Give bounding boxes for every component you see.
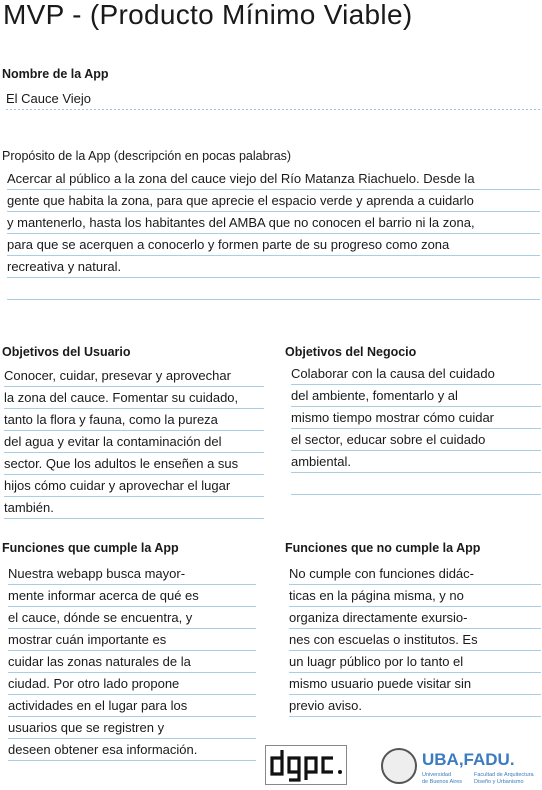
user-objectives-line: hijos cómo cuidar y aprovechar el lugar	[4, 478, 231, 493]
purpose-line: para que se acerquen a conocerlo y formen parte de su progreso como zona	[7, 237, 450, 252]
dgpc-logo-graphic	[266, 746, 346, 784]
functions-yes-line: mostrar cuán importante es	[8, 632, 167, 647]
functions-yes-line: deseen obtener esa información.	[8, 742, 198, 757]
purpose-line: gente que habita la zona, para que aprecie el espacio verde y aprenda a cuidarlo	[7, 193, 474, 208]
functions-yes-line: actividades en el lugar para los	[8, 698, 188, 713]
functions-yes-line: mente informar acerca de qué es	[8, 588, 199, 603]
user-objectives-line: también.	[4, 500, 54, 515]
fadu-subtitle: Facultad de Arquitectura Diseño y Urbanismo	[474, 772, 534, 785]
functions-yes-line: Nuestra webapp busca mayor-	[8, 566, 186, 581]
app-name-label: Nombre de la App	[2, 67, 109, 81]
functions-no-line: No cumple con funciones didác-	[289, 566, 474, 581]
functions-no-text	[289, 563, 541, 717]
functions-yes-text	[8, 563, 256, 761]
functions-no-line: organiza directamente exursio-	[289, 610, 468, 625]
functions-no-line: previo aviso.	[289, 698, 362, 713]
purpose-line: y mantenerlo, hasta los habitantes del AMBA que no conocen el barrio ni la zona,	[7, 215, 475, 230]
business-objectives-line: el sector, educar sobre el cuidado	[291, 432, 486, 447]
business-objectives-line: del ambiente, fomentarlo y al	[291, 388, 458, 403]
purpose-line: recreativa y natural.	[7, 259, 122, 274]
business-objectives-line: mismo tiempo mostrar cómo cuidar	[291, 410, 494, 425]
user-objectives-line: del agua y evitar la contaminación del	[4, 434, 222, 449]
functions-yes-label: Funciones que cumple la App	[2, 541, 179, 555]
user-objectives-line: Conocer, cuidar, presevar y aprovechar	[4, 368, 231, 383]
functions-yes-line: usuarios que se registren y	[8, 720, 165, 735]
uba-fadu-wordmark: UBA,FADU.	[422, 750, 515, 769]
app-name-value: El Cauce Viejo	[6, 88, 540, 110]
purpose-text	[7, 168, 540, 300]
business-objectives-label: Objetivos del Negocio	[285, 345, 417, 359]
purpose-label: Propósito de la App (descripción en pocas palabras)	[2, 149, 292, 163]
page-title: MVP - (Producto Mínimo Viable)	[3, 0, 413, 30]
business-objectives-text	[291, 363, 541, 495]
business-objectives-line: ambiental.	[291, 454, 351, 469]
purpose-line: Acercar al público a la zona del cauce viejo del Río Matanza Riachuelo. Desde la	[7, 171, 475, 186]
business-objectives-line: Colaborar con la causa del cuidado	[291, 366, 495, 381]
uba-seal-icon	[381, 748, 417, 784]
user-objectives-line: la zona del cauce. Fomentar su cuidado,	[4, 390, 239, 405]
dgpc-logo	[265, 745, 347, 785]
uba-subtitle: Universidad de Buenos Aires	[422, 772, 463, 785]
functions-no-line: mismo usuario puede visitar sin	[289, 676, 472, 691]
user-objectives-text	[4, 365, 264, 519]
functions-no-line: ticas en la página misma, y no	[289, 588, 464, 603]
uba-fadu-logo	[381, 748, 541, 788]
user-objectives-label: Objetivos del Usuario	[2, 345, 131, 359]
functions-no-line: nes con escuelas o institutos. Es	[289, 632, 478, 647]
functions-no-label: Funciones que no cumple la App	[285, 541, 481, 555]
functions-yes-line: cuidar las zonas naturales de la	[8, 654, 191, 669]
functions-yes-line: ciudad. Por otro lado propone	[8, 676, 180, 691]
functions-no-line: un luagr público por lo tanto el	[289, 654, 464, 669]
user-objectives-line: sector. Que los adultos le enseñen a sus	[4, 456, 239, 471]
functions-yes-line: el cauce, dónde se encuentra, y	[8, 610, 193, 625]
user-objectives-line: tanto la flora y fauna, como la pureza	[4, 412, 218, 427]
